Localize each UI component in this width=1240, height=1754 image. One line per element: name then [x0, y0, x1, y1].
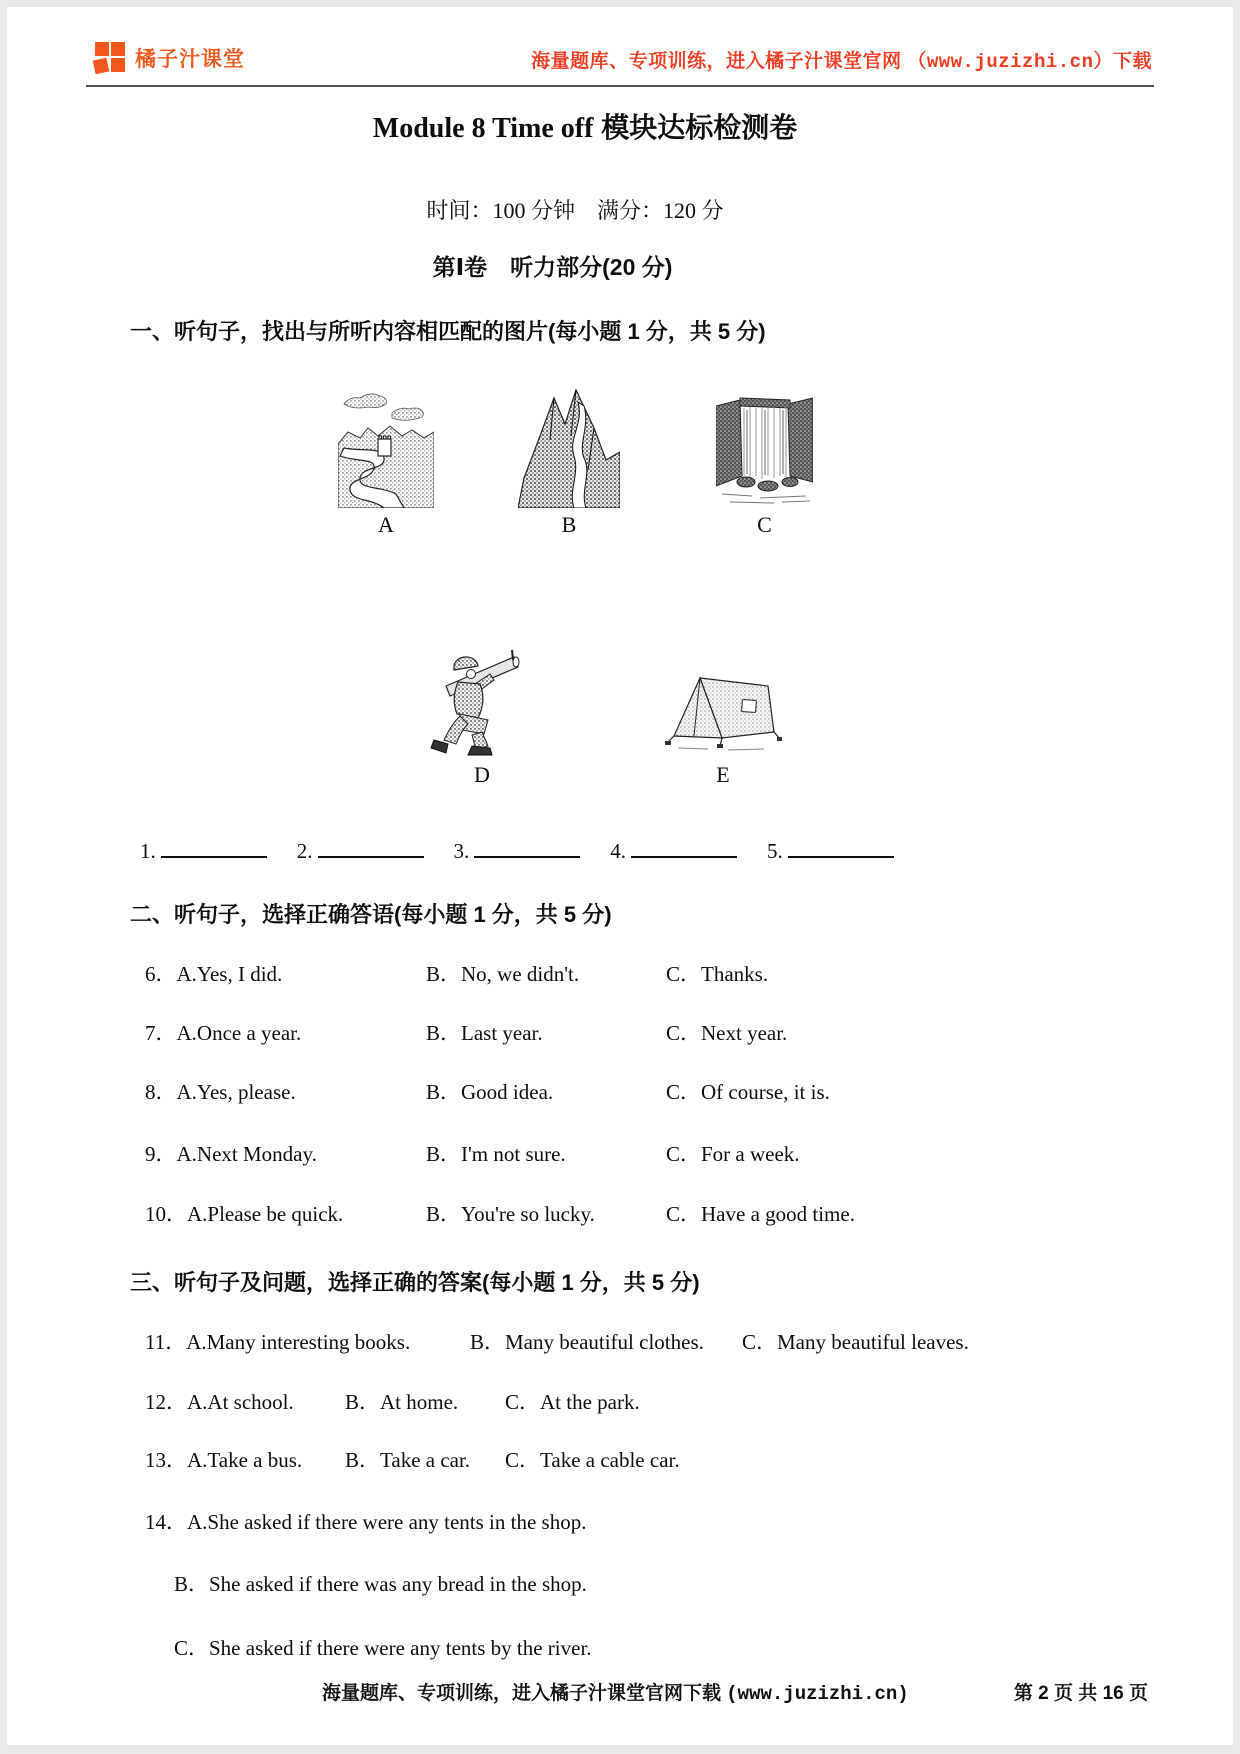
question-6 — [145, 958, 768, 988]
q12-option-a: 12．A.At school. — [145, 1390, 294, 1414]
picture-e-label: E — [716, 762, 730, 787]
question-9 — [145, 1138, 800, 1168]
picture-b-mountain-road — [518, 378, 620, 508]
q8-option-a: 8．A.Yes, please. — [145, 1080, 296, 1104]
blank-line — [474, 836, 580, 858]
answer-blank-1 — [140, 836, 267, 864]
section3-heading: 三、听句子及问题，选择正确的答案(每小题 1 分，共 5 分) — [130, 1270, 700, 1295]
q11-option-c: C．Many beautiful leaves. — [742, 1330, 969, 1354]
q12-option-c: C．At the park. — [505, 1390, 640, 1414]
question-13 — [145, 1444, 680, 1474]
picture-d-label: D — [474, 762, 490, 787]
exam-time-score: 时间：100 分钟 满分：120 分 — [426, 198, 724, 223]
brand-name: 橘子汁课堂 — [135, 48, 245, 71]
q6-option-a: 6．A.Yes, I did. — [145, 962, 283, 986]
page-title — [0, 106, 1170, 146]
page-title-zh: 模块达标检测卷 — [593, 112, 798, 143]
paper-part-title: 第Ⅰ卷 听力部分(20 分) — [432, 254, 673, 280]
q9-option-c: C．For a week. — [666, 1142, 800, 1166]
q9-option-b: B．I'm not sure. — [426, 1142, 566, 1166]
answer-blank-5 — [767, 836, 894, 864]
section2-heading: 二、听句子，选择正确答语(每小题 1 分，共 5 分) — [130, 902, 612, 927]
picture-c-label: C — [757, 512, 772, 537]
blank-line — [318, 836, 424, 858]
brand-logo-icon — [95, 42, 127, 74]
question-14 — [145, 1506, 586, 1536]
q7-option-c: C．Next year. — [666, 1021, 788, 1045]
q14-option-a: 14．A.She asked if there were any tents in the shop. — [145, 1510, 587, 1534]
q11-option-b: B．Many beautiful clothes. — [470, 1330, 704, 1354]
q13-option-b: B．Take a car. — [345, 1448, 471, 1472]
header-promo — [531, 46, 1152, 73]
answer-blank-3 — [454, 836, 581, 864]
blank-number: 2. — [296, 839, 313, 863]
picture-e-tent — [664, 670, 782, 752]
footer-promo — [322, 1678, 909, 1705]
footer-promo-text: 海量题库、专项训练，进入橘子汁课堂官网下载 — [322, 1683, 727, 1704]
answer-blanks-row — [140, 836, 894, 864]
q10-option-a: 10．A.Please be quick. — [145, 1202, 344, 1226]
answer-blank-4 — [610, 836, 737, 864]
q13-option-a: 13．A.Take a bus. — [145, 1448, 303, 1472]
q13-option-c: C．Take a cable car. — [505, 1448, 680, 1472]
blank-number: 5. — [767, 839, 783, 863]
question-7 — [145, 1017, 787, 1047]
footer-page-number: 第 2 页 共 16 页 — [1013, 1683, 1148, 1704]
blank-line — [631, 836, 737, 858]
q6-option-c: C．Thanks. — [666, 962, 769, 986]
mountain-road-image — [518, 378, 620, 508]
brand-logo — [95, 42, 245, 74]
q8-option-b: B．Good idea. — [426, 1080, 554, 1104]
picture-a-great-wall — [338, 384, 434, 508]
question-8 — [145, 1076, 830, 1106]
section1-heading: 一、听句子，找出与所听内容相匹配的图片(每小题 1 分，共 5 分) — [130, 319, 766, 344]
answer-blank-2 — [297, 836, 424, 864]
blank-number: 1. — [140, 839, 156, 863]
blank-line — [161, 836, 267, 858]
great-wall-image — [338, 384, 434, 508]
header-promo-suffix: 下载 — [1112, 51, 1152, 72]
q7-option-b: B．Last year. — [426, 1021, 543, 1045]
q6-option-b: B．No, we didn't. — [426, 962, 580, 986]
q14-option-c: C．She asked if there were any tents by the river. — [174, 1636, 592, 1660]
q8-option-c: C．Of course, it is. — [666, 1080, 830, 1104]
picture-a-label: A — [378, 512, 394, 537]
soldier-image — [430, 636, 534, 758]
question-14-option-b — [174, 1568, 587, 1598]
picture-d-soldier — [430, 636, 534, 758]
blank-number: 3. — [453, 839, 470, 863]
question-12 — [145, 1386, 640, 1416]
question-11 — [145, 1326, 969, 1356]
header-promo-text: 海量题库、专项训练，进入橘子汁课堂官网 — [531, 51, 908, 72]
q14-option-b: B．She asked if there was any bread in the shop. — [174, 1572, 587, 1596]
footer-promo-url: (www.juzizhi.cn) — [726, 1683, 909, 1705]
tent-image — [664, 670, 782, 752]
picture-b-label: B — [561, 512, 577, 537]
q12-option-b: B．At home. — [345, 1390, 459, 1414]
page-title-en: Module 8 Time off — [372, 113, 594, 144]
question-14-option-c — [174, 1632, 592, 1662]
waterfall-image — [716, 390, 813, 508]
blank-line — [788, 836, 894, 858]
header-promo-url: （www.juzizhi.cn） — [907, 51, 1113, 73]
q11-option-a: 11．A.Many interesting books. — [145, 1330, 411, 1354]
question-10 — [145, 1198, 855, 1228]
q10-option-b: B．You're so lucky. — [426, 1202, 595, 1226]
blank-number: 4. — [610, 839, 626, 863]
header-divider — [86, 85, 1154, 87]
q9-option-a: 9．A.Next Monday. — [145, 1142, 317, 1166]
picture-c-waterfall — [716, 390, 813, 508]
q7-option-a: 7．A.Once a year. — [145, 1021, 302, 1045]
q10-option-c: C．Have a good time. — [666, 1202, 855, 1226]
